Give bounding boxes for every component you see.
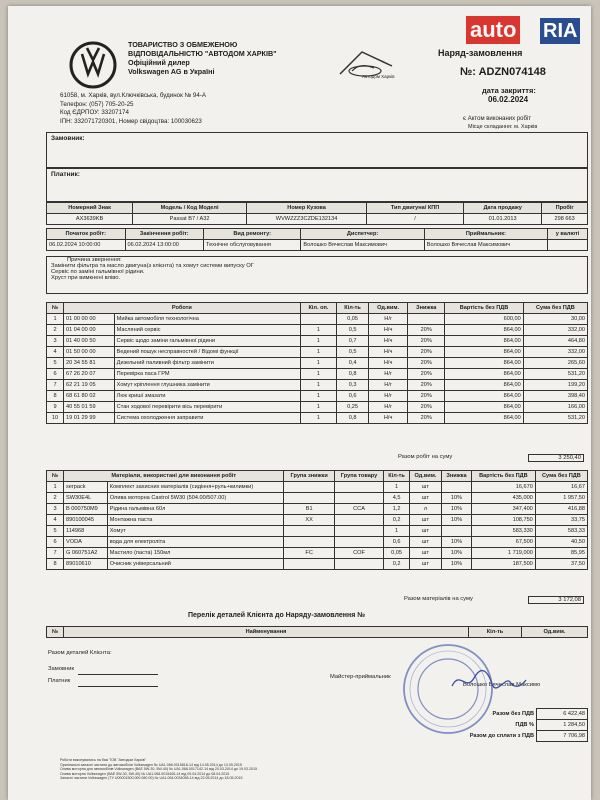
company-block — [128, 40, 277, 76]
table-row — [47, 413, 588, 424]
table-cell: 0,5 — [337, 347, 369, 358]
vehicle-header: Номерний Знак — [47, 203, 133, 214]
vehicle-header: Модель / Код Моделі — [133, 203, 247, 214]
works-table — [46, 302, 588, 424]
table-cell: 10% — [441, 548, 471, 559]
company-line: ВІДПОВІДАЛЬНІСТЮ "АВТОДОМ ХАРКІВ" — [128, 49, 277, 58]
materials-table — [46, 470, 588, 570]
table-cell: 864,00 — [445, 369, 524, 380]
table-cell: 1,2 — [384, 504, 410, 515]
table-cell: 265,60 — [523, 358, 587, 369]
payer-box — [46, 168, 588, 202]
table-cell: Сервіс щодо заміни гальмівної рідини — [114, 336, 300, 347]
table-cell: 2 — [47, 493, 64, 504]
table-cell: вода для електроліта — [107, 537, 284, 548]
works-col-discount: Знижка — [408, 303, 445, 314]
reason-box — [46, 256, 588, 294]
table-cell: Хомут кріплення глушника замінити — [114, 380, 300, 391]
table-cell: 4,5 — [384, 493, 410, 504]
order-number: №: ADZN074148 — [460, 66, 546, 78]
table-cell — [284, 493, 334, 504]
table-row — [47, 537, 588, 548]
customer-label: Замовник: — [51, 135, 85, 142]
table-cell: 20% — [408, 380, 445, 391]
table-cell: 1 — [300, 402, 337, 413]
table-cell: 1 — [300, 347, 337, 358]
table-cell: 1 — [300, 391, 337, 402]
table-cell: 864,00 — [445, 358, 524, 369]
close-date: 06.02.2024 — [488, 95, 529, 104]
handwritten-signature-icon — [448, 666, 528, 696]
payer-signature-line — [78, 686, 158, 687]
service-header: Диспетчер: — [301, 229, 424, 240]
client-parts-col-num: № — [47, 627, 64, 638]
grand-totals-table — [432, 708, 588, 742]
table-cell: 10% — [441, 537, 471, 548]
vehicle-header: Пробіг — [542, 203, 588, 214]
works-col-name: Роботи — [64, 303, 301, 314]
table-cell: 20% — [408, 336, 445, 347]
table-cell: 864,00 — [445, 380, 524, 391]
table-cell: 89010610 — [64, 559, 108, 570]
table-cell: 1 — [300, 325, 337, 336]
table-cell: 10% — [441, 515, 471, 526]
table-cell: B 000750M9 — [64, 504, 108, 515]
volkswagen-logo-icon — [68, 40, 118, 90]
table-cell: 19 01 29 99 — [64, 413, 115, 424]
client-parts-title: Перелік деталей Клієнта до Наряду-замовлення № — [188, 612, 366, 619]
table-cell: 62 21 19 05 — [64, 380, 115, 391]
total-net-value: 6 422,48 — [537, 709, 588, 720]
close-date-label: дата закриття: — [482, 86, 536, 95]
table-cell: 0,8 — [337, 413, 369, 424]
works-col-ops: Кіл. оп. — [300, 303, 337, 314]
table-cell: 20% — [408, 347, 445, 358]
service-type: Технічне обслуговування — [204, 240, 301, 251]
table-cell — [300, 314, 337, 325]
table-cell: 6 — [47, 537, 64, 548]
table-cell: Н/ч — [368, 347, 407, 358]
table-cell: 583,330 — [471, 526, 535, 537]
table-cell: 166,00 — [523, 402, 587, 413]
address-line: Телефон: (057) 705-20-25 — [60, 100, 134, 108]
table-cell: 0,05 — [337, 314, 369, 325]
table-cell: serpack — [64, 482, 108, 493]
table-cell: шт — [409, 515, 441, 526]
materials-col-price: Вартість без ПДВ — [471, 471, 535, 482]
table-cell: 9 — [47, 402, 64, 413]
table-cell: 8 — [47, 391, 64, 402]
table-row — [47, 380, 588, 391]
company-line: Volkswagen AG в Україні — [128, 67, 215, 76]
vehicle-sale-date: 01.01.2013 — [463, 214, 541, 225]
table-cell: 0,5 — [337, 325, 369, 336]
company-line: Офіційний дилер — [128, 58, 190, 67]
table-row — [47, 347, 588, 358]
table-cell: B1 — [284, 504, 334, 515]
table-row — [47, 515, 588, 526]
table-cell: 67,500 — [471, 537, 535, 548]
table-cell: 199,20 — [523, 380, 587, 391]
materials-col-qty: Кіл-ть — [384, 471, 410, 482]
client-parts-col-unit: Од.вим. — [521, 627, 587, 638]
table-cell: 583,33 — [535, 526, 587, 537]
footer-line: Оригінальні запасні частини до автомобілів Volkswagen № UA1.068.0015818-14 від 14.05.2014 до 13.05.2015 — [60, 762, 242, 767]
materials-col-unit: Од.вим. — [409, 471, 441, 482]
table-cell: 1 — [384, 526, 410, 537]
table-cell: Очисник універсальний — [107, 559, 284, 570]
vehicle-plate: AX3639KB — [47, 214, 133, 225]
total-vat-value: 1 284,50 — [537, 720, 588, 731]
client-parts-total-label: Разом деталей Клієнта: — [48, 650, 112, 656]
table-row — [47, 314, 588, 325]
table-cell: Н/г — [368, 314, 407, 325]
table-cell: 435,000 — [471, 493, 535, 504]
table-cell: Ведений пошук несправностей / Відомі функції — [114, 347, 300, 358]
reason-line: Замінити фільтра та масло двигуна(з клієнта) та хомут системи випуску ОГ — [51, 263, 254, 269]
table-row — [47, 391, 588, 402]
table-cell: 5 — [47, 358, 64, 369]
table-cell: 1 — [300, 413, 337, 424]
table-cell: 01 50 00 00 — [64, 347, 115, 358]
service-header: Початок робіт: — [47, 229, 126, 240]
table-cell: 1 — [300, 358, 337, 369]
table-cell — [284, 526, 334, 537]
table-row — [47, 526, 588, 537]
table-cell: 332,00 — [523, 347, 587, 358]
table-cell — [334, 537, 383, 548]
payer-signature-label: Платник — [48, 678, 71, 684]
table-cell: 16,67 — [535, 482, 587, 493]
reason-line: Хруст при вимкнені вліво. — [51, 275, 121, 281]
table-cell: 1 — [47, 314, 64, 325]
table-cell: шт — [409, 537, 441, 548]
table-cell: шт — [409, 493, 441, 504]
materials-col-discount: Знижка — [441, 471, 471, 482]
table-cell: Олива моторна Castrol 5W30 (504.00/507.00) — [107, 493, 284, 504]
table-cell: Дизельний паливний фільтр замінити — [114, 358, 300, 369]
table-cell: Н/ч — [368, 358, 407, 369]
table-cell: 864,00 — [445, 391, 524, 402]
table-cell: 10 — [47, 413, 64, 424]
table-cell: 0,7 — [337, 336, 369, 347]
vehicle-header: Тип двигуна/ КПП — [367, 203, 464, 214]
works-col-num: № — [47, 303, 64, 314]
address-line: Код ЄДРПОУ: 33207174 — [60, 109, 129, 116]
vehicle-model: Passat B7 / A32 — [133, 214, 247, 225]
table-cell — [334, 482, 383, 493]
table-row — [47, 493, 588, 504]
table-cell: шт — [409, 559, 441, 570]
table-cell: 332,00 — [523, 325, 587, 336]
table-cell: 37,50 — [535, 559, 587, 570]
table-cell — [334, 526, 383, 537]
table-cell: Перевірка паса ГРМ — [114, 369, 300, 380]
table-cell — [334, 515, 383, 526]
client-parts-col-name: Найменування — [64, 627, 469, 638]
table-row — [47, 482, 588, 493]
table-cell: л — [409, 504, 441, 515]
works-total-label: Разом робіт на суму — [398, 454, 453, 460]
table-row — [47, 402, 588, 413]
vehicle-extra: у валюті — [548, 229, 588, 240]
vehicle-engine: / — [367, 214, 464, 225]
act-note: є Актом виконаних робіт — [463, 116, 531, 122]
table-cell: Н/г — [368, 369, 407, 380]
footer-line: Запасні частини Volkswagen (ТУ U00001500.000.080 00) № UA1.064.0034058-14 від 22.05.2014 до 18.05.2015 — [60, 776, 243, 781]
table-cell: 1 — [47, 482, 64, 493]
table-cell: 398,40 — [523, 391, 587, 402]
table-cell: 0,05 — [384, 548, 410, 559]
table-cell: Рідина гальмівна 60л — [107, 504, 284, 515]
table-cell: Масляний сервіс — [114, 325, 300, 336]
table-cell: 10% — [441, 504, 471, 515]
table-cell: Стан ходової перевірити вісь перевірити — [114, 402, 300, 413]
table-cell: шт — [409, 482, 441, 493]
table-cell: 864,00 — [445, 347, 524, 358]
table-cell: 1 — [384, 482, 410, 493]
place-of-issue: Місце складання: м. Харків — [468, 124, 538, 130]
materials-total: 3 172,08 — [528, 596, 584, 604]
table-cell: 1 — [300, 369, 337, 380]
customer-signature-line — [78, 674, 158, 675]
vehicle-vin: WVWZZZ3CZDE132134 — [246, 214, 366, 225]
total-vat-label: ПДВ % — [515, 722, 534, 728]
table-cell: 0,3 — [337, 380, 369, 391]
table-cell: 33,75 — [535, 515, 587, 526]
watermark-ria: RIA — [540, 18, 580, 44]
table-cell: 1 — [300, 380, 337, 391]
table-cell: 416,88 — [535, 504, 587, 515]
table-cell: 40,50 — [535, 537, 587, 548]
table-cell: 68 61 80 02 — [64, 391, 115, 402]
table-cell: 890100045 — [64, 515, 108, 526]
table-cell: Мастило (паста) 150мл — [107, 548, 284, 559]
table-cell: 864,00 — [445, 336, 524, 347]
table-cell — [284, 482, 334, 493]
dealer-house-car-logo-icon — [300, 44, 415, 86]
table-cell: 01 04 00 00 — [64, 325, 115, 336]
address-line: ІПН: 332071720301, Номер свідоцтва: 100030623 — [60, 117, 202, 125]
order-document — [8, 6, 591, 800]
table-cell: Хомут — [107, 526, 284, 537]
table-cell: 20% — [408, 369, 445, 380]
service-start: 06.02.2024 10:00:00 — [47, 240, 126, 251]
table-cell: 464,80 — [523, 336, 587, 347]
table-row — [47, 548, 588, 559]
table-cell: 0,2 — [384, 515, 410, 526]
company-line: ТОВАРИСТВО З ОБМЕЖЕНОЮ — [128, 40, 238, 49]
table-cell: 10% — [441, 493, 471, 504]
table-cell: 531,20 — [523, 413, 587, 424]
table-cell: 108,750 — [471, 515, 535, 526]
table-cell: 8 — [47, 559, 64, 570]
vehicle-header: Номер Кузова — [246, 203, 366, 214]
table-cell: Н/ч — [368, 325, 407, 336]
table-cell: 864,00 — [445, 325, 524, 336]
customer-signature-label: Замовник — [48, 666, 74, 672]
table-cell: 0,25 — [337, 402, 369, 413]
order-title: Наряд-замовлення — [438, 48, 523, 58]
materials-col-name: Матеріали, використані для виконання робіт — [64, 471, 284, 482]
table-cell: Н/ч — [368, 413, 407, 424]
table-cell: 531,20 — [523, 369, 587, 380]
table-cell: FC — [284, 548, 334, 559]
table-row — [47, 336, 588, 347]
table-cell: 3 — [47, 336, 64, 347]
footer-line: Олива моторна Volkswagen (ВАЕ 5W-30, 5W-40) № UA1.068.0015406-14 від 09.04.2014 до 08.04.2015 — [60, 771, 230, 776]
table-cell: 16,670 — [471, 482, 535, 493]
table-cell: Монтажна паста — [107, 515, 284, 526]
table-cell: 10% — [441, 559, 471, 570]
watermark-auto: auto — [466, 16, 520, 44]
works-total: 3 250,40 — [528, 454, 584, 462]
table-cell: 67 26 20 07 — [64, 369, 115, 380]
dealer-logo-text: Автодом Харків — [362, 74, 395, 79]
table-cell: Н/г — [368, 402, 407, 413]
service-receiver: Волошко Вячеслав Максимович — [424, 240, 547, 251]
table-cell: 114968 — [64, 526, 108, 537]
table-cell: 7 — [47, 548, 64, 559]
table-cell: 4 — [47, 515, 64, 526]
table-cell: шт — [409, 526, 441, 537]
footer-line: Роботи виконувались на базі ТОВ "Автодом Харків" — [60, 758, 146, 762]
table-cell: 01 40 00 50 — [64, 336, 115, 347]
works-col-unit: Од.вим. — [368, 303, 407, 314]
table-cell: 20% — [408, 402, 445, 413]
table-cell: 0,4 — [337, 358, 369, 369]
materials-col-sum: Сума без ПДВ — [535, 471, 587, 482]
table-cell: 4 — [47, 347, 64, 358]
table-cell: 85,95 — [535, 548, 587, 559]
table-cell: 6 — [47, 369, 64, 380]
table-row — [47, 559, 588, 570]
works-col-sum: Сума без ПДВ — [523, 303, 587, 314]
table-cell: Н/г — [368, 380, 407, 391]
table-cell — [408, 314, 445, 325]
table-cell: Комплект захисних матеріалів (сидіння+руль+килимки) — [107, 482, 284, 493]
table-cell: Мийка автомобіля технологічна — [114, 314, 300, 325]
table-cell: Н/г — [368, 391, 407, 402]
service-header: Вид ремонту: — [204, 229, 301, 240]
table-cell: 1 957,50 — [535, 493, 587, 504]
table-cell: Люк кришї змазати — [114, 391, 300, 402]
table-cell: 20% — [408, 391, 445, 402]
total-gross-value: 7 706,98 — [537, 731, 588, 742]
footer-line: Олива моторна для автомобілів Volkswagen (ВАЕ 5W-30, 5W-40) № UA1.068.0017142-14 від 20.03.2014 до 19.03.2015 — [60, 767, 257, 772]
table-cell: XX — [284, 515, 334, 526]
table-cell: 30,00 — [523, 314, 587, 325]
table-cell — [284, 559, 334, 570]
service-dispatcher: Волошко Вячеслав Максимович — [301, 240, 424, 251]
table-cell: 0,6 — [337, 391, 369, 402]
table-cell: 864,00 — [445, 402, 524, 413]
table-cell: Н/ч — [368, 336, 407, 347]
materials-col-discount-group: Група знижки — [284, 471, 334, 482]
materials-col-num: № — [47, 471, 64, 482]
table-cell: 864,00 — [445, 413, 524, 424]
vehicle-header: Дата продажу — [463, 203, 541, 214]
table-cell: VODA — [64, 537, 108, 548]
table-cell: Система охолодження заправити — [114, 413, 300, 424]
table-cell: 3 — [47, 504, 64, 515]
master-name: Волошко Вячеслав Максимо — [463, 682, 541, 688]
total-net-label: Разом без ПДВ — [492, 711, 534, 717]
table-cell — [441, 526, 471, 537]
table-cell: 40 55 01 59 — [64, 402, 115, 413]
table-row — [47, 358, 588, 369]
reason-line: Сервіс по заміні гальмівної рідини. — [51, 269, 145, 275]
table-row — [47, 504, 588, 515]
table-row — [47, 369, 588, 380]
table-cell: 347,400 — [471, 504, 535, 515]
table-cell: 20% — [408, 325, 445, 336]
table-cell — [334, 559, 383, 570]
table-cell: G 060751A2 — [64, 548, 108, 559]
service-blank — [548, 240, 588, 251]
address-block — [60, 92, 206, 126]
customer-box — [46, 132, 588, 168]
works-col-price: Вартість без ПДВ — [445, 303, 524, 314]
reason-title: Причина звернення: — [67, 257, 122, 263]
table-cell: 5 — [47, 526, 64, 537]
materials-col-product-group: Група товару — [334, 471, 383, 482]
materials-total-label: Разом матеріалів на суму — [404, 596, 473, 602]
client-parts-table — [46, 626, 588, 638]
table-cell: 0,6 — [384, 537, 410, 548]
payer-label: Платник: — [51, 171, 80, 178]
table-cell — [334, 493, 383, 504]
table-cell: 1 719,000 — [471, 548, 535, 559]
table-cell: 2 — [47, 325, 64, 336]
table-cell: 20% — [408, 413, 445, 424]
vehicle-table — [46, 202, 588, 225]
client-parts-col-qty: Кіл-ть — [469, 627, 522, 638]
table-cell: 0,2 — [384, 559, 410, 570]
table-cell: 600,00 — [445, 314, 524, 325]
autoria-watermark — [458, 16, 591, 52]
table-cell — [284, 537, 334, 548]
master-signature-label: Майстер-приймальник — [330, 674, 391, 680]
footer-certificates — [60, 758, 360, 781]
address-line: 61058, м. Харків, вул.Ключківська, будинок № 94-А — [60, 92, 206, 99]
table-cell: 187,500 — [471, 559, 535, 570]
table-cell: 20 34 55 81 — [64, 358, 115, 369]
total-gross-label: Разом до сплати з ПДВ — [469, 733, 534, 739]
table-cell: CCA — [334, 504, 383, 515]
table-cell: 7 — [47, 380, 64, 391]
table-cell: 1 — [300, 336, 337, 347]
table-cell: шт — [409, 548, 441, 559]
service-end: 06.02.2024 13:00:00 — [125, 240, 204, 251]
service-info-table — [46, 228, 588, 251]
table-cell — [441, 482, 471, 493]
table-cell: 20% — [408, 358, 445, 369]
table-cell: SW30E4L — [64, 493, 108, 504]
table-cell: COF — [334, 548, 383, 559]
vehicle-mileage: 298 663 — [542, 214, 588, 225]
service-header: Закінчення робіт: — [125, 229, 204, 240]
table-cell: 0,8 — [337, 369, 369, 380]
table-cell: 01 00 00 00 — [64, 314, 115, 325]
service-header: Приймальник: — [424, 229, 547, 240]
works-col-qty: Кіл-ть — [337, 303, 369, 314]
table-row — [47, 325, 588, 336]
